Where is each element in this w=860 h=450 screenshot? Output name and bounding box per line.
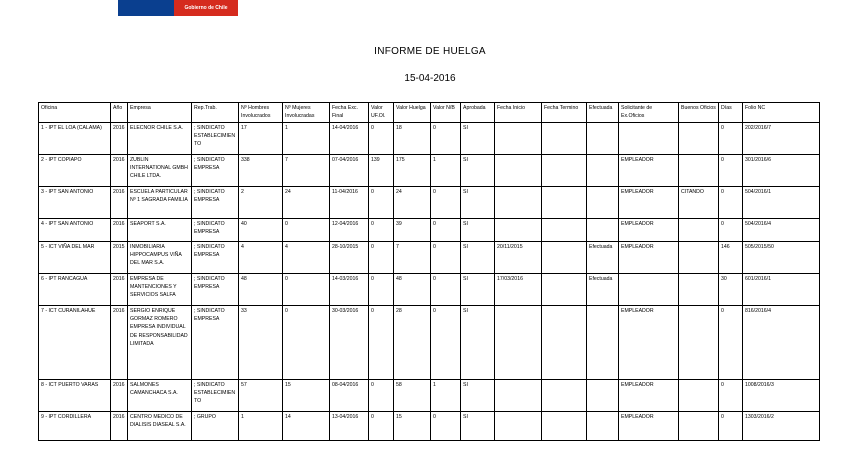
table-cell: 7 <box>394 242 431 274</box>
table-cell: 11-04/2016 <box>330 187 369 219</box>
table-cell: ZUBLIN INTERNATIONAL GMBH CHILE LTDA. <box>128 155 192 187</box>
table-cell: SI <box>461 242 495 274</box>
table-cell <box>587 155 619 187</box>
table-cell: EMPLEADOR <box>619 155 679 187</box>
table-cell: 08-04/2016 <box>330 380 369 412</box>
table-cell: ; SINDICATO ESTABLECIMIENTO <box>192 123 239 155</box>
column-header: Solicitante de Ex.Oficios <box>619 103 679 123</box>
table-cell: 0 <box>369 380 394 412</box>
table-cell <box>679 123 719 155</box>
table-cell: 40 <box>239 219 283 242</box>
table-cell: 4 <box>239 242 283 274</box>
table-row <box>39 380 820 412</box>
table-cell: 0 <box>369 274 394 306</box>
report-date: 15-04-2016 <box>404 73 456 84</box>
table-cell: EMPRESA DE MANTENCIONES Y SERVICIOS SALFA <box>128 274 192 306</box>
table-cell: 3 - IPT SAN ANTONIO <box>39 187 111 219</box>
table-cell: CENTRO MEDICO DE DIALISIS DIASEAL S.A. <box>128 412 192 441</box>
table-cell: SERGIO ENRIQUE GORMAZ ROMERO EMPRESA INDIVIDUAL DE RESPONSABILIDAD LIMITADA <box>128 306 192 380</box>
table-row <box>39 155 820 187</box>
table-cell: SI <box>461 187 495 219</box>
table-cell: 0 <box>719 123 743 155</box>
table-cell: 1303/2016/2 <box>743 412 820 441</box>
column-header: Valor UF.Ol. <box>369 103 394 123</box>
column-header: Fecha Exc. Final <box>330 103 369 123</box>
table-cell: 1 <box>239 412 283 441</box>
table-cell: EMPLEADOR <box>619 219 679 242</box>
report-title: INFORME DE HUELGA <box>374 46 486 57</box>
table-row <box>39 187 820 219</box>
table-cell <box>587 187 619 219</box>
table-cell <box>587 412 619 441</box>
table-cell <box>542 123 587 155</box>
table-cell: 18 <box>394 123 431 155</box>
table-cell: 2016 <box>111 412 128 441</box>
table-row <box>39 123 820 155</box>
table-cell: 4 <box>283 242 330 274</box>
table-row <box>39 219 820 242</box>
table-cell <box>542 412 587 441</box>
table-cell: 0 <box>431 412 461 441</box>
table-cell: 175 <box>394 155 431 187</box>
table-cell: 1 <box>283 123 330 155</box>
table-cell: 2016 <box>111 306 128 380</box>
table-cell <box>542 242 587 274</box>
table-cell: 15 <box>283 380 330 412</box>
table-cell: 28-10/2015 <box>330 242 369 274</box>
table-cell <box>619 123 679 155</box>
table-cell: 139 <box>369 155 394 187</box>
table-row <box>39 274 820 306</box>
column-header: Empresa <box>128 103 192 123</box>
table-cell: 48 <box>394 274 431 306</box>
table-cell <box>542 274 587 306</box>
table-cell: 0 <box>369 187 394 219</box>
table-cell: 2016 <box>111 123 128 155</box>
table-cell: 4 - IPT SAN ANTONIO <box>39 219 111 242</box>
table-cell: 30-03/2016 <box>330 306 369 380</box>
table-cell: 0 <box>369 123 394 155</box>
table-cell: ; SINDICATO EMPRESA <box>192 274 239 306</box>
table-cell: SI <box>461 380 495 412</box>
table-cell <box>495 123 542 155</box>
table-cell: ; SINDICATO ESTABLECIMIENTO <box>192 380 239 412</box>
table-cell: 0 <box>369 242 394 274</box>
table-cell: 338 <box>239 155 283 187</box>
table-cell <box>495 380 542 412</box>
table-cell <box>679 242 719 274</box>
table-cell: 1 - IPT EL LOA (CALAMA) <box>39 123 111 155</box>
table-cell <box>587 219 619 242</box>
table-cell: 7 <box>283 155 330 187</box>
table-cell <box>619 274 679 306</box>
table-cell: EMPLEADOR <box>619 187 679 219</box>
table-cell: 28 <box>394 306 431 380</box>
table-cell <box>542 306 587 380</box>
table-cell: ; SINDICATO EMPRESA <box>192 187 239 219</box>
table-cell: SI <box>461 219 495 242</box>
table-cell: 24 <box>283 187 330 219</box>
table-cell <box>495 155 542 187</box>
table-cell: 57 <box>239 380 283 412</box>
table-cell: 504/2016/4 <box>743 219 820 242</box>
table-row <box>39 242 820 274</box>
table-cell <box>679 274 719 306</box>
table-cell: 0 <box>431 306 461 380</box>
table-cell: SI <box>461 155 495 187</box>
table-cell: 12-04/2016 <box>330 219 369 242</box>
table-cell: 2016 <box>111 274 128 306</box>
table-cell <box>495 219 542 242</box>
table-cell: 2 - IPT COPIAPO <box>39 155 111 187</box>
table-cell: ; SINDICATO EMPRESA <box>192 155 239 187</box>
table-cell: SI <box>461 123 495 155</box>
column-header: Fecha Termino <box>542 103 587 123</box>
table-cell: 9 - IPT CORDILLERA <box>39 412 111 441</box>
table-cell: CITANDO <box>679 187 719 219</box>
table-cell <box>587 123 619 155</box>
table-cell: 0 <box>719 187 743 219</box>
table-cell: 2015 <box>111 242 128 274</box>
table-cell: 0 <box>719 219 743 242</box>
strike-report-table <box>38 102 820 441</box>
table-cell: 5 - ICT VIÑA DEL MAR <box>39 242 111 274</box>
table-cell: 301/2016/6 <box>743 155 820 187</box>
table-cell: 0 <box>431 187 461 219</box>
table-cell: SI <box>461 306 495 380</box>
table-cell: SI <box>461 274 495 306</box>
column-header: Nº Hombres Involucrados <box>239 103 283 123</box>
table-cell: 17/03/2016 <box>495 274 542 306</box>
table-cell: 0 <box>719 306 743 380</box>
table-cell: EMPLEADOR <box>619 412 679 441</box>
table-cell: 202/2016/7 <box>743 123 820 155</box>
table-cell: 30 <box>719 274 743 306</box>
table-cell: 6 - IPT RANCAGUA <box>39 274 111 306</box>
table-cell: 0 <box>369 412 394 441</box>
table-cell: 2016 <box>111 219 128 242</box>
table-cell: 8 - ICT PUERTO VARAS <box>39 380 111 412</box>
table-cell: ; SINDICATO EMPRESA <box>192 242 239 274</box>
table-cell: 0 <box>719 380 743 412</box>
table-cell: Efectuada <box>587 242 619 274</box>
table-cell: 1008/2016/3 <box>743 380 820 412</box>
table-cell <box>587 380 619 412</box>
column-header: Año <box>111 103 128 123</box>
table-header-row <box>39 103 820 123</box>
table-cell: SI <box>461 412 495 441</box>
column-header: Oficina <box>39 103 111 123</box>
table-cell <box>542 187 587 219</box>
table-cell: 816/2016/4 <box>743 306 820 380</box>
table-cell: 14-03/2016 <box>330 274 369 306</box>
table-cell: 0 <box>431 219 461 242</box>
table-cell: 14-04/2016 <box>330 123 369 155</box>
table-cell: 39 <box>394 219 431 242</box>
table-cell <box>679 155 719 187</box>
table-cell: 48 <box>239 274 283 306</box>
table-cell: 1 <box>431 380 461 412</box>
table-cell: EMPLEADOR <box>619 380 679 412</box>
column-header: Valor Huelga <box>394 103 431 123</box>
table-cell: 58 <box>394 380 431 412</box>
table-cell: 0 <box>283 306 330 380</box>
table-cell: 33 <box>239 306 283 380</box>
table-cell: 0 <box>283 274 330 306</box>
table-cell: EMPLEADOR <box>619 306 679 380</box>
table-row <box>39 412 820 441</box>
table-row <box>39 306 820 380</box>
table-cell: 0 <box>431 123 461 155</box>
table-cell: 146 <box>719 242 743 274</box>
table-cell: 601/2016/1 <box>743 274 820 306</box>
table-cell: 17 <box>239 123 283 155</box>
table-cell <box>679 219 719 242</box>
gobierno-logo <box>118 0 238 16</box>
table-cell: SEAPORT S.A. <box>128 219 192 242</box>
table-cell: INMOBILIARIA HIPPOCAMPUS VIÑA DEL MAR S.A. <box>128 242 192 274</box>
column-header: Días <box>719 103 743 123</box>
table-cell: 2 <box>239 187 283 219</box>
table-cell: 0 <box>369 306 394 380</box>
table-cell: 07-04/2016 <box>330 155 369 187</box>
table-cell: 505/2015/50 <box>743 242 820 274</box>
table-cell <box>679 306 719 380</box>
table-cell <box>542 219 587 242</box>
column-header: Folio NC <box>743 103 820 123</box>
table-cell: 15 <box>394 412 431 441</box>
table-cell: 504/2016/1 <box>743 187 820 219</box>
column-header: Rep.Trab. <box>192 103 239 123</box>
table-cell <box>542 155 587 187</box>
logo-text: Gobierno de Chile <box>174 0 238 16</box>
table-cell: 13-04/2016 <box>330 412 369 441</box>
column-header: Buenos Oficios <box>679 103 719 123</box>
table-cell <box>587 306 619 380</box>
table-cell: 0 <box>719 155 743 187</box>
table-cell <box>679 412 719 441</box>
table-cell: 7 - ICT CURANILAHUE <box>39 306 111 380</box>
table-cell: 2016 <box>111 380 128 412</box>
table-cell: ; SINDICATO EMPRESA <box>192 219 239 242</box>
table-cell: 0 <box>719 412 743 441</box>
table-cell: 0 <box>283 219 330 242</box>
table-cell: ; SINDICATO EMPRESA <box>192 306 239 380</box>
table-cell <box>679 380 719 412</box>
table-cell: 2016 <box>111 187 128 219</box>
table-cell: 0 <box>369 219 394 242</box>
table-cell: EMPLEADOR <box>619 242 679 274</box>
table-cell: 1 <box>431 155 461 187</box>
table-cell <box>495 187 542 219</box>
table-cell: 24 <box>394 187 431 219</box>
table-cell: 0 <box>431 274 461 306</box>
column-header: Nº Mujeres Involucradas <box>283 103 330 123</box>
column-header: Aprobada <box>461 103 495 123</box>
table-cell: 20/11/2015 <box>495 242 542 274</box>
table-cell: ESCUELA PARTICULAR Nº 1 SAGRADA FAMILIA <box>128 187 192 219</box>
table-cell: ELECNOR CHILE S.A. <box>128 123 192 155</box>
table-cell: 2016 <box>111 155 128 187</box>
table-cell <box>495 412 542 441</box>
logo-blue-block <box>118 0 174 16</box>
table-cell <box>542 380 587 412</box>
table-cell <box>495 306 542 380</box>
column-header: Efectuada <box>587 103 619 123</box>
column-header: Fecha Inicio <box>495 103 542 123</box>
table-cell: 14 <box>283 412 330 441</box>
table-cell: SALMONES CAMANCHACA S.A. <box>128 380 192 412</box>
table-cell: ; GRUPO <box>192 412 239 441</box>
table-cell: Efectuada <box>587 274 619 306</box>
table-cell: 0 <box>431 242 461 274</box>
column-header: Valor N/B <box>431 103 461 123</box>
